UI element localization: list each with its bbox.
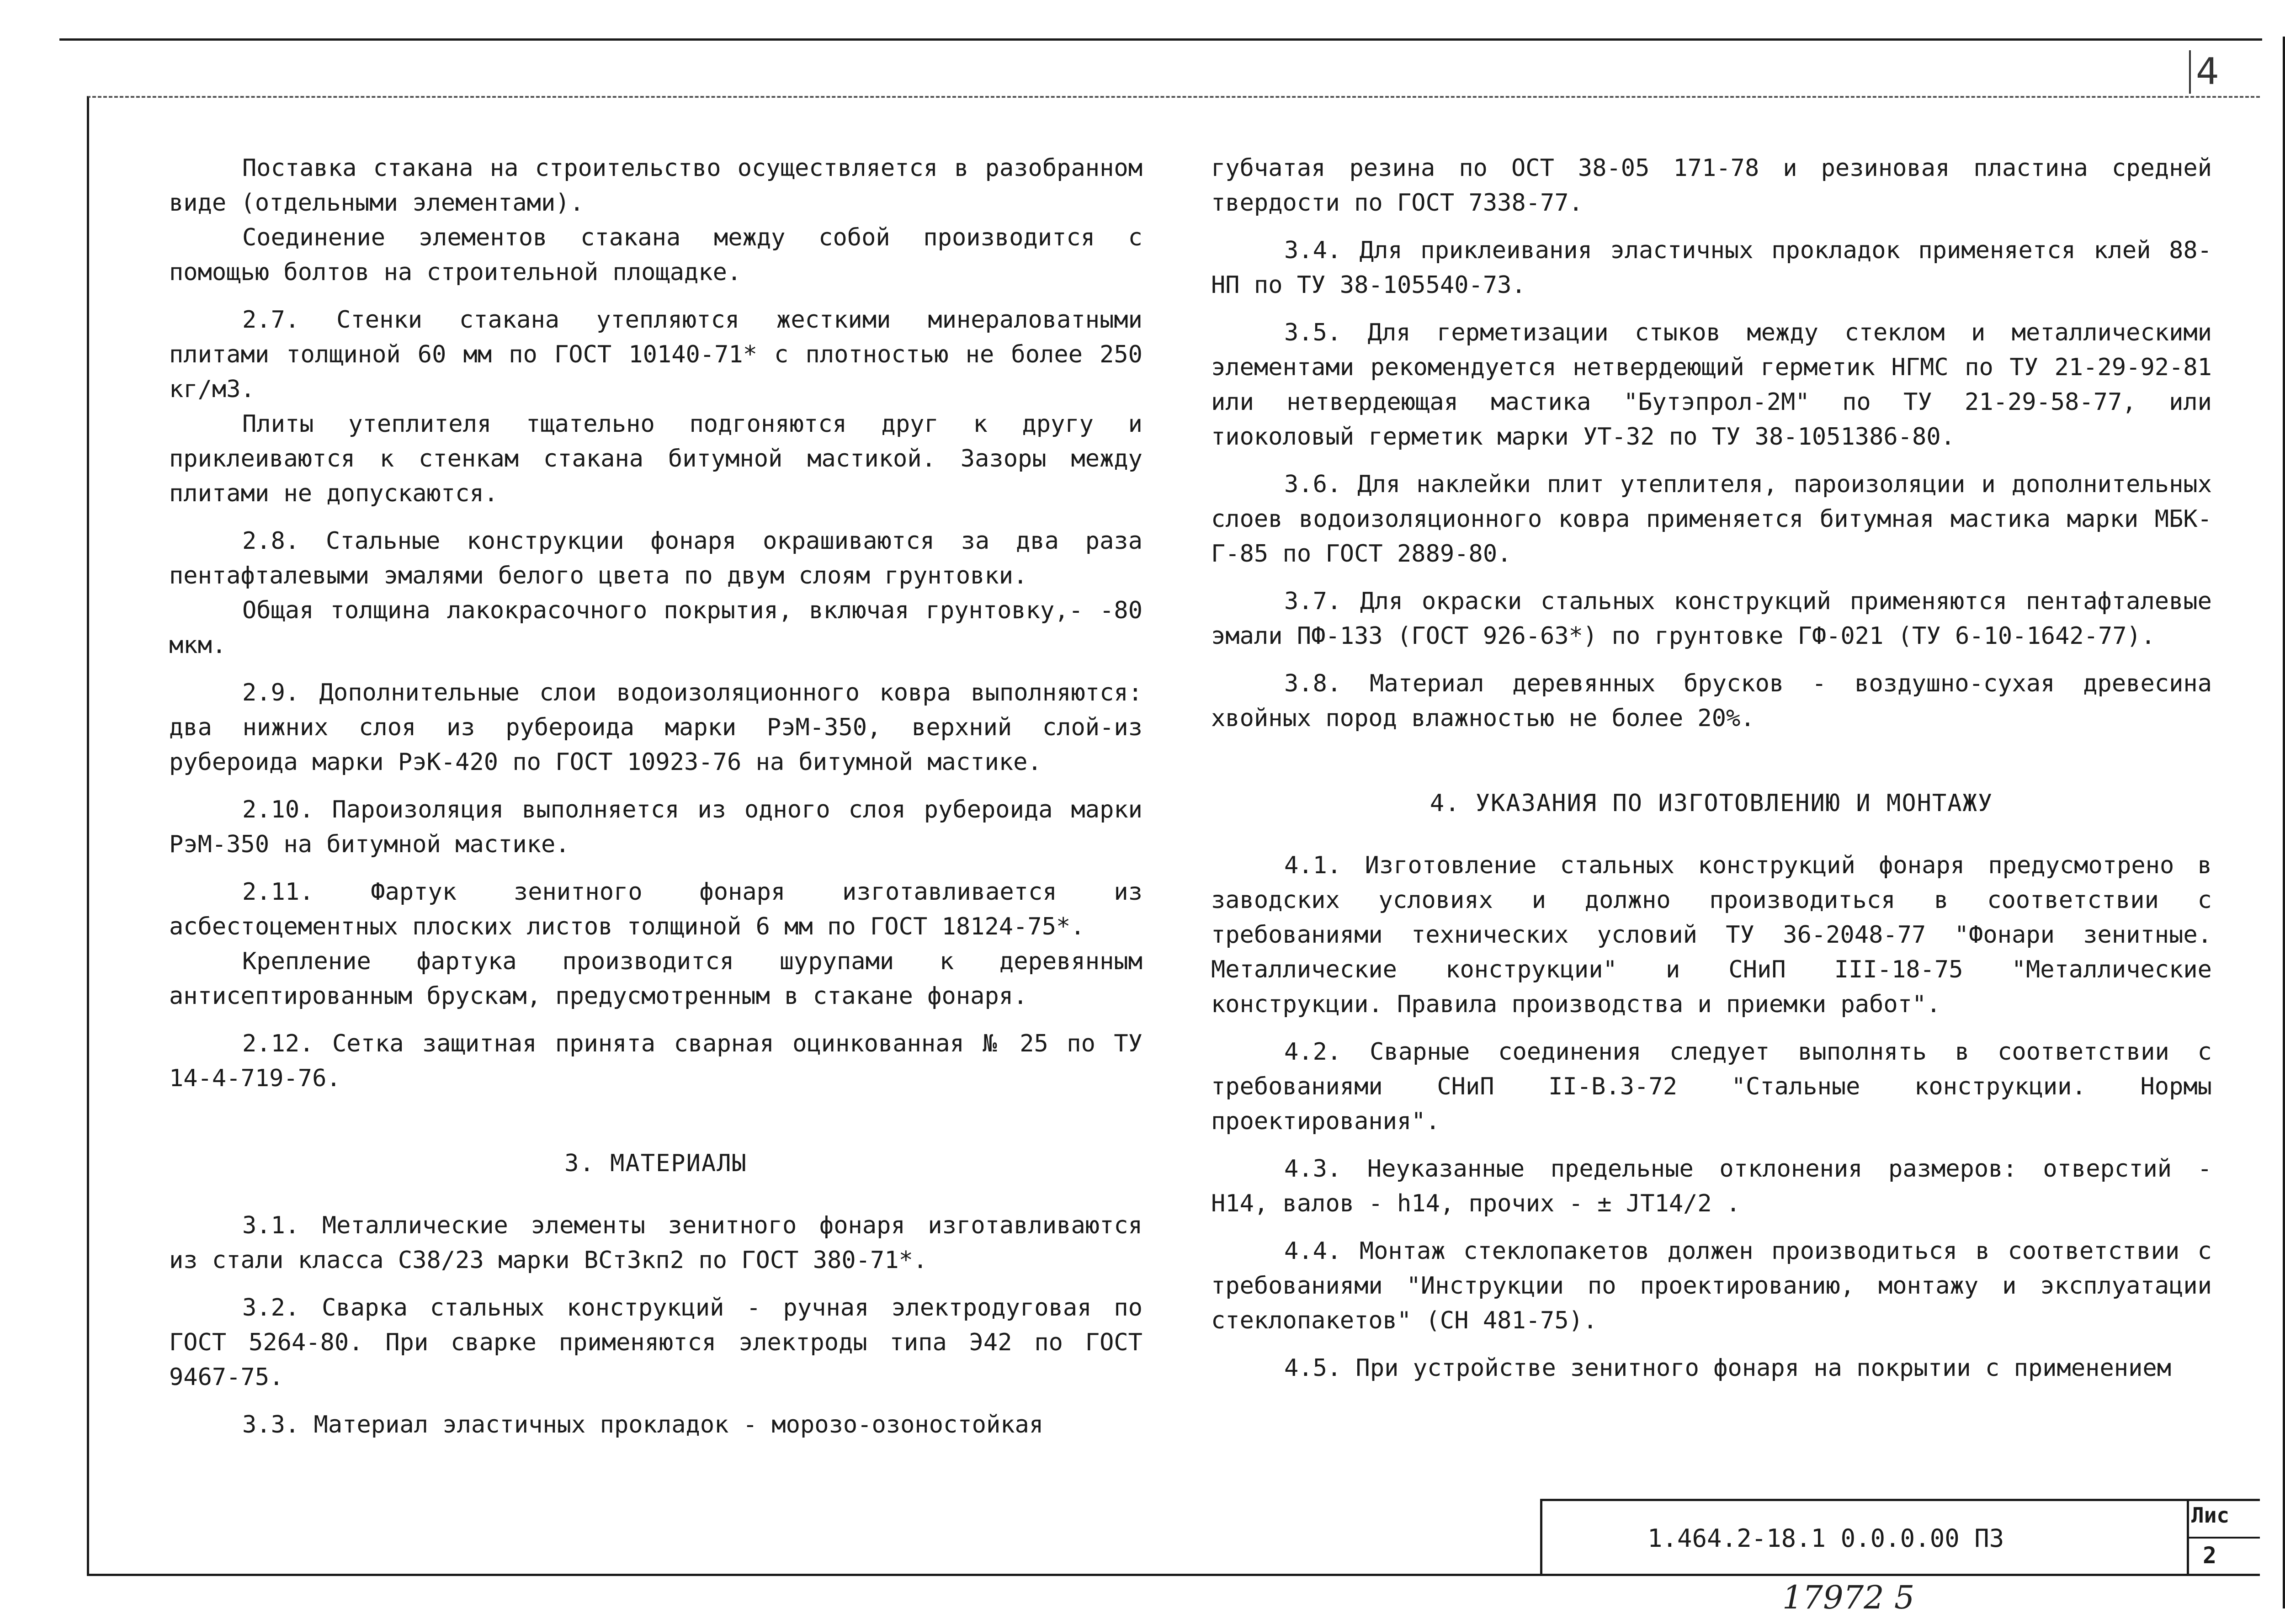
paragraph: Соединение элементов стакана между собой производится с помощью болтов на строительной площадке. — [169, 224, 1142, 286]
paragraph: 2.11. Фартук зенитного фонаря изготавливается из асбестоцементных плоских листов толщиной 6 мм по ГОСТ 18124-75*. — [169, 878, 1142, 940]
sheet-number: 2 — [2203, 1542, 2217, 1569]
left-column — [169, 151, 1142, 1455]
section-heading: 3. МАТЕРИАЛЫ — [564, 1150, 747, 1177]
corner-sheet-number: 4 — [2196, 50, 2219, 93]
paragraph: 4.2. Сварные соединения следует выполнять в соответствии с требованиями СНиП II-В.3-72 "Стальные конструкции. Нормы проектирования". — [1211, 1038, 2212, 1135]
paragraph: Крепление фартука производится шурупами к деревянным антисептированным брускам, предусмотренным в стакане фонаря. — [169, 948, 1142, 1010]
paragraph: 3.2. Сварка стальных конструкций - ручная электродуговая по ГОСТ 5264-80. При сварке применяются электроды типа Э42 по ГОСТ 9467-75. — [169, 1294, 1142, 1391]
section-heading: 4. УКАЗАНИЯ ПО ИЗГОТОВЛЕНИЮ И МОНТАЖУ — [1429, 790, 1993, 817]
paragraph: 2.9. Дополнительные слои водоизоляционного ковра выполняются: два нижних слоя из рубероида марки РэМ-350, верхний слой-из рубероида марки РэК-420 по ГОСТ 10923-76 на битумной мастике. — [169, 679, 1142, 776]
paragraph: губчатая резина по ОСТ 38-05 171-78 и резиновая пластина средней твердости по ГОСТ 7338-77. — [1211, 154, 2212, 217]
paragraph: 2.8. Стальные конструкции фонаря окрашиваются за два раза пентафталевыми эмалями белого цвета по двум слоям грунтовки. — [169, 527, 1142, 589]
paragraph: 2.10. Пароизоляция выполняется из одного слоя рубероида марки РэМ-350 на битумной мастике. — [169, 796, 1142, 858]
paragraph: Поставка стакана на строительство осуществляется в разобранном виде (отдельными элементами). — [169, 154, 1142, 217]
paragraph: 3.5. Для герметизации стыков между стеклом и металлическими элементами рекомендуется нетвердеющий герметик НГМС по ТУ 21-29-92-81 или нетвердеющая мастика "Бутэпрол-2М" по ТУ 21-29-58-77, или тиоколовый герметик марки УТ-32 по ТУ 38-1051386-80. — [1211, 319, 2212, 451]
paragraph: Общая толщина лакокрасочного покрытия, включая грунтовку,- -80 мкм. — [169, 597, 1142, 659]
paragraph: 4.4. Монтаж стеклопакетов должен производиться в соответствии с требованиями "Инструкции по проектированию, монтажу и эксплуатации стеклопакетов" (СН 481-75). — [1211, 1237, 2212, 1334]
paragraph: 3.7. Для окраски стальных конструкций применяются пентафталевые эмали ПФ-133 (ГОСТ 926-63*) по грунтовке ГФ-021 (ТУ 6-10-1642-77). — [1211, 588, 2212, 650]
paragraph: 4.3. Неуказанные предельные отклонения размеров: отверстий - Н14, валов - h14, прочих - ± JT14/2 . — [1211, 1155, 2212, 1217]
corner-divider — [2189, 50, 2191, 94]
right-column — [1211, 151, 2212, 1398]
top-rule — [59, 38, 2262, 41]
paragraph: 2.12. Сетка защитная принята сварная оцинкованная № 25 по ТУ 14-4-719-76. — [169, 1030, 1142, 1092]
paragraph: 3.8. Материал деревянных брусков - воздушно-сухая древесина хвойных пород влажностью не более 20%. — [1211, 670, 2212, 732]
paragraph: 2.7. Стенки стакана утепляются жесткими минераловатными плитами толщиной 60 мм по ГОСТ 10140-71* с плотностью не более 250 кг/м3. — [169, 306, 1142, 403]
paragraph: 4.5. При устройстве зенитного фонаря на покрытии с применением — [1284, 1354, 2172, 1382]
sheet-label: Лис — [2191, 1503, 2230, 1528]
paragraph: 3.1. Металлические элементы зенитного фонаря изготавливаются из стали класса С38/23 марки ВСт3кп2 по ГОСТ 380-71*. — [169, 1212, 1142, 1274]
right-margin-rule — [2283, 37, 2285, 1608]
paragraph: Плиты утеплителя тщательно подгоняются друг к другу и приклеиваются к стенкам стакана битумной мастикой. Зазоры между плитами не допускаются. — [169, 410, 1142, 507]
paragraph: 4.1. Изготовление стальных конструкций фонаря предусмотрено в заводских условиях и должно производиться в соответствии с требованиями технических условий ТУ 36-2048-77 "Фонари зенитные. Металлические конструкции" и СНиП III-18-75 "Металлические конструкции. Правила производства и приемки работ". — [1211, 852, 2212, 1018]
paragraph: 3.6. Для наклейки плит утеплителя, пароизоляции и дополнительных слоев водоизоляционного ковра применяется битумная мастика марки МБК-Г-85 по ГОСТ 2889-80. — [1211, 471, 2212, 568]
handwritten-number: 17972 5 — [1782, 1579, 1915, 1616]
title-block-divider — [2187, 1537, 2260, 1539]
paragraph: 3.4. Для приклеивания эластичных прокладок применяется клей 88-НП по ТУ 38-105540-73. — [1211, 237, 2212, 299]
document-code: 1.464.2-18.1 0.0.0.00 ПЗ — [1647, 1524, 2004, 1553]
title-block — [1540, 1499, 2260, 1574]
paragraph: 3.3. Материал эластичных прокладок - морозо-озоностойкая — [242, 1411, 1044, 1438]
